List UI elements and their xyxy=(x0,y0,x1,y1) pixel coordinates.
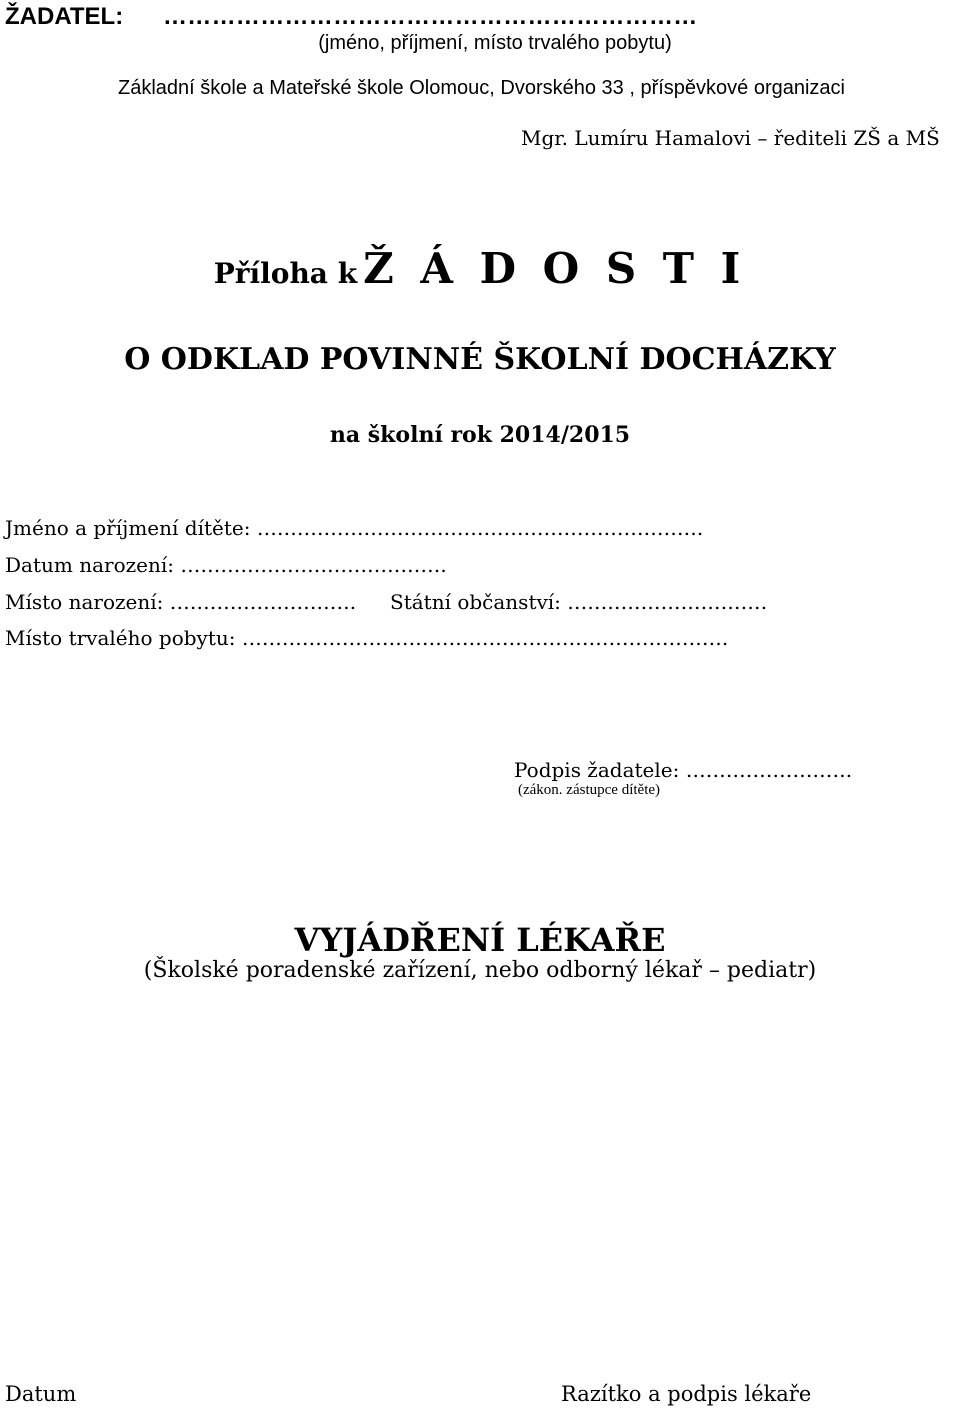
applicant-hint: (jméno, příjmení, místo trvalého pobytu) xyxy=(318,32,672,54)
document-subtitle: O ODKLAD POVINNÉ ŠKOLNÍ DOCHÁZKY xyxy=(124,342,836,377)
doctor-section-subtitle: (Školské poradenské zařízení, nebo odborný lékař – pediatr) xyxy=(143,958,817,983)
birth-date-field: Datum narození: …………………………………. xyxy=(5,553,447,577)
addressee-school: Základní škole a Mateřské škole Olomouc, Dvorského 33 , příspěvkové organizaci xyxy=(118,77,846,99)
child-name-field: Jméno a příjmení dítěte: …………………………………………………………. xyxy=(5,516,704,540)
title-main: Ž Á D O S T I xyxy=(363,244,747,293)
doctor-section-title: VYJÁDŘENÍ LÉKAŘE xyxy=(294,921,666,959)
citizenship-field: Státní občanství: ………………………… xyxy=(390,590,768,614)
birth-place-field: Místo narození: ………………………. xyxy=(5,590,357,614)
addressee-person: Mgr. Lumíru Hamalovi – řediteli ZŠ a MŠ xyxy=(521,126,940,150)
document-title xyxy=(0,244,960,293)
footer-stamp-label: Razítko a podpis lékaře xyxy=(561,1382,812,1406)
title-prefix: Příloha k xyxy=(213,257,358,290)
signature-note: (zákon. zástupce dítěte) xyxy=(518,782,661,798)
footer-date-label: Datum xyxy=(5,1382,77,1406)
school-year: na školní rok 2014/2015 xyxy=(329,422,631,448)
residence-field: Místo trvalého pobytu: ………………………………………………………………. xyxy=(5,626,729,650)
applicant-fill-line: ………………………………………………………… xyxy=(163,3,698,30)
applicant-label: ŽADATEL: xyxy=(5,3,124,30)
applicant-signature-field: Podpis žadatele: ……………………. xyxy=(514,758,853,782)
